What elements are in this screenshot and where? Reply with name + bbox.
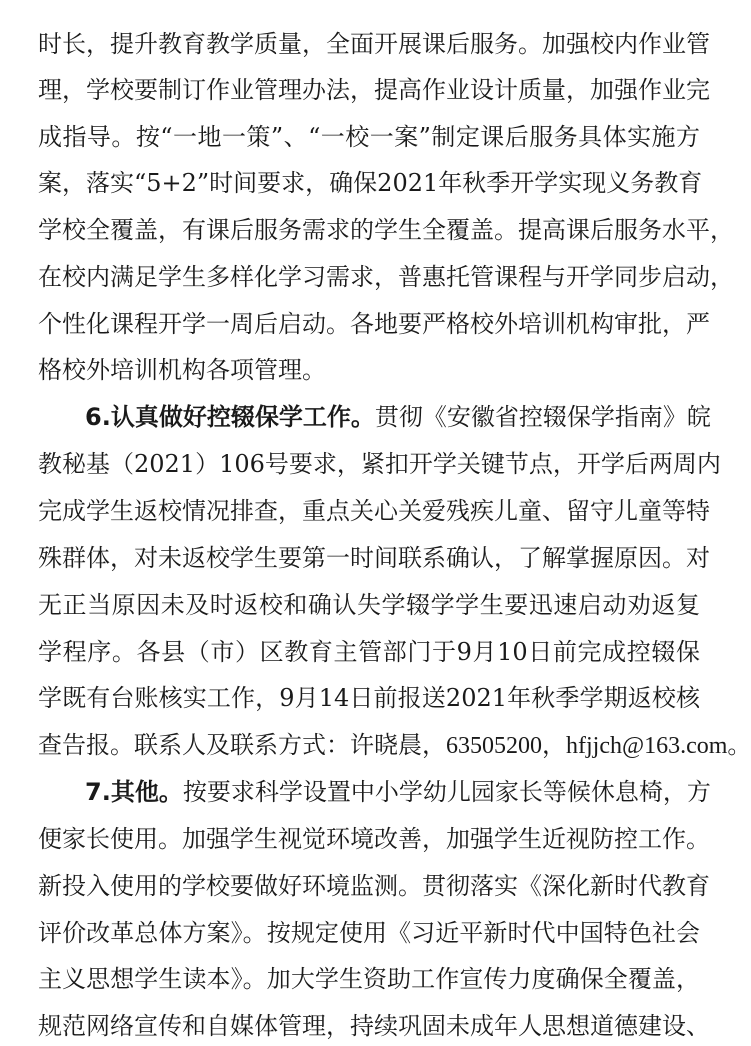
text-line: 学校全覆盖，有课后服务需求的学生全覆盖。提高课后服务水平， bbox=[38, 216, 734, 244]
contact-separator: ， bbox=[542, 731, 566, 759]
text-line: 个性化课程开学一周后启动。各地要严格校外培训机构审批，严 bbox=[38, 310, 710, 338]
text-line: 理，学校要制订作业管理办法，提高作业设计质量，加强作业完 bbox=[38, 76, 710, 104]
section-7-heading: 7.其他。 bbox=[85, 778, 183, 806]
section-7-first-line-text: 按要求科学设置中小学幼儿园家长等候休息椅，方 bbox=[182, 778, 711, 806]
text-line: 成指导。按“一地一策”、“一校一案”制定课后服务具体实施方 bbox=[38, 123, 700, 151]
text-line: 评价改革总体方案》。按规定使用《习近平新时代中国特色社会 bbox=[38, 919, 700, 947]
text-line: 时长，提升教育教学质量，全面开展课后服务。加强校内作业管 bbox=[38, 30, 710, 58]
text-line: 在校内满足学生多样化学习需求，普惠托管课程与开学同步启动， bbox=[38, 263, 734, 291]
contact-label: 查告报。联系人及联系方式：许晓晨， bbox=[38, 731, 446, 759]
text-line: 格校外培训机构各项管理。 bbox=[38, 356, 326, 384]
text-line: 无正当原因未及时返校和确认失学辍学学生要迅速启动劝返复 bbox=[38, 591, 700, 619]
section-6-first-line-text: 贯彻《安徽省控辍保学指南》皖 bbox=[374, 403, 711, 431]
text-line: 主义思想学生读本》。加大学生资助工作宣传力度确保全覆盖， bbox=[38, 965, 700, 993]
contact-end-mark: 。 bbox=[727, 731, 751, 759]
text-line: 学既有台账核实工作，9月14日前报送2021年秋季学期返校核 bbox=[38, 684, 700, 712]
contact-phone: 63505200 bbox=[446, 733, 542, 759]
text-line: 便家长使用。加强学生视觉环境改善，加强学生近视防控工作。 bbox=[38, 825, 710, 853]
text-line: 完成学生返校情况排查，重点关心关爱残疾儿童、留守儿童等特 bbox=[38, 497, 710, 525]
text-line: 教秘基（2021）106号要求，紧扣开学关键节点，开学后两周内 bbox=[38, 450, 721, 478]
text-line: 案，落实“5+2”时间要求，确保2021年秋季开学实现义务教育 bbox=[38, 169, 703, 197]
text-line: 规范网络宣传和自媒体管理，持续巩固未成年人思想道德建设、 bbox=[38, 1012, 710, 1040]
section-6-first-line bbox=[85, 397, 711, 437]
text-line: 新投入使用的学校要做好环境监测。贯彻落实《深化新时代教育 bbox=[38, 872, 710, 900]
section-7-first-line bbox=[85, 772, 711, 812]
text-line: 殊群体，对未返校学生要第一时间联系确认，了解掌握原因。对 bbox=[38, 544, 710, 572]
section-6-heading: 6.认真做好控辍保学工作。 bbox=[85, 403, 375, 431]
contact-line bbox=[38, 725, 751, 765]
text-line: 学程序。各县（市）区教育主管部门于9月10日前完成控辍保 bbox=[38, 638, 700, 666]
contact-email: hfjjch@163.com bbox=[566, 733, 728, 759]
